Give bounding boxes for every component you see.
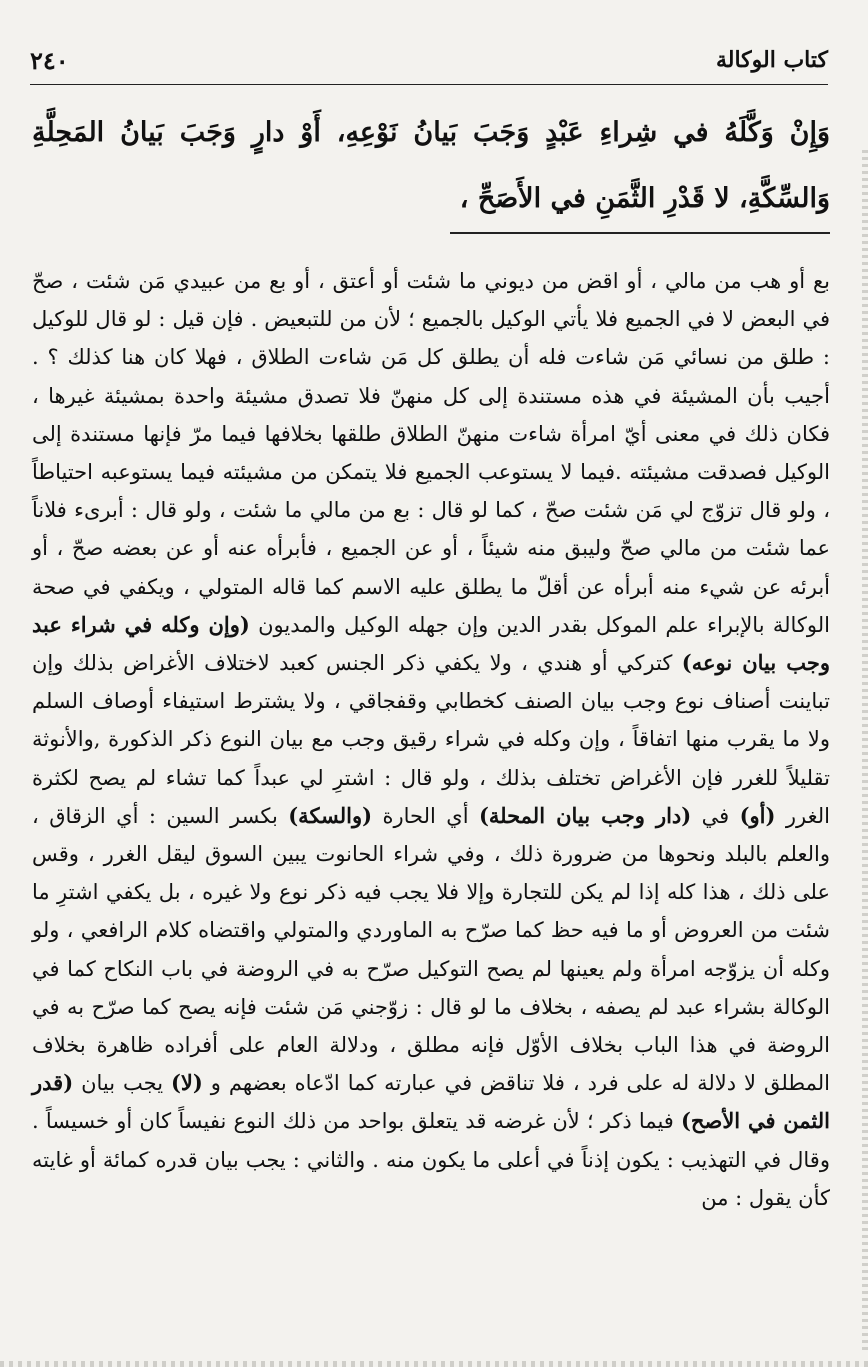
page-edge-right (862, 150, 868, 1350)
header-rule (30, 84, 828, 85)
quoted-matn-segment: (أو) (739, 802, 776, 828)
sharh-segment: فيما ذكر ؛ لأن غرضه قد يتعلق بواحد من ذلك النوع نفيساً كان أو خسيساً . وقال في التهذيب : يكون إذناً في أعلى ما يكون منه . والثاني : يجب بيان قدره كمائة أو غايته كأن يقول : من (32, 1109, 830, 1210)
page-number: ٢٤٠ (30, 45, 69, 75)
sharh-segment: أي الحارة (372, 803, 479, 828)
quoted-matn-segment: (والسكة) (288, 802, 373, 828)
sharh-segment: في (691, 803, 740, 828)
quoted-matn-segment: (لا) (170, 1070, 203, 1096)
quoted-matn-segment: (وإن وكله في شراء عبد وجب بيان نوعه) (32, 611, 830, 676)
sharh-segment: بع أو هب من مالي ، أو اقض من ديوني ما شئت أو أعتق ، أو بع من عبيدي مَن شئت ، صحّ في البعض لا في الجميع فلا يأتي الوكيل بالجميع ؛ لأن من للتبعيض . فإن قيل : لو قال للوكيل : طلق من نسائي مَن شاءت فله أن يطلق كل مَن شاءت الطلاق ، فهلا كان هنا كذلك ؟ . أجيب بأن المشيئة في هذه مستندة إلى كل منهنّ فلا تصدق مشيئة واحدة بمشيئة غيرها ، فكان ذلك في معنى أيّ امرأة شاءت منهنّ الطلاق طلقها بخلافها فيما مرّ فإنها مستندة إلى الوكيل فصدقت مشيئته .فيما لا يستوعب الجميع فلا يتمكن من مشيئته فيما يستوعبه احتياطاً ، ولو قال تزوّج لي مَن شئت صحّ ، كما لو قال : بع من مالي ما شئت ، ولو قال : أبرىء فلاناً عما شئت من مالي صحّ وليبق منه شيئاً ، أو عن الجميع ، فأبرأه عنه أو عن بعضه صحّ ، أو أبرئه عن شيء منه أبرأه عن أقلّ ما يطلق عليه الاسم كما قاله المتولي ، ويكفي في صحة الوكالة بالإبراء علم الموكل بقدر الدين وإن جهله الوكيل والمديون (32, 269, 831, 637)
sharh-segment: بكسر السين : أي الزقاق ، والعلم بالبلد ونحوها من ضرورة ذلك ، وفي شراء الحانوت يبين السوق ليقل الغرر ، وقس على ذلك ، هذا كله إذا لم يكن للتجارة وإلا فلا يجب فيه ذكر نوع ولا غيره ، بل يكفي اشترِ ما شئت من العروض أو ما فيه حظ كما صرّح به الماوردي والمتولي واقتضاه كلام الرافعي ، ولو وكله أن يزوّجه امرأة ولم يعينها لم يصح التوكيل صرّح به في الروضة في باب النكاح كما في الوكالة بشراء عبد لم يصفه ، بخلاف ما لو قال : زوّجني مَن شئت فإنه يصح كما صرّح به في الروضة في هذا الباب بخلاف الأوّل فإنه مطلق ، ودلالة العام على أفراده ظاهرة بخلاف المطلق لا دلالة له على فرد ، فلا تناقض في عبارته كما ادّعاه بعضهم و (32, 803, 830, 1096)
page-header (30, 40, 828, 80)
quoted-matn-segment: (قدر الثمن في الأصح) (32, 1070, 830, 1134)
matn-text: وَإِنْ وَكَّلَهُ في شِراءِ عَبْدٍ وَجَبَ بَيانُ نَوْعِهِ، أَوْ دارٍ وَجَبَ بَيانُ المَحِلَّةِ وَالسِّكَّةِ، لا قَدْرِ الثَّمَنِ في الأَصَحِّ ، (32, 117, 830, 214)
text-separator (450, 232, 830, 234)
sharh-segment: كتركي أو هندي ، ولا يكفي ذكر الجنس كعبد لاختلاف الأغراض بذلك وإن تباينت أصناف نوع وجب بيان الصنف كخطابي وقفجاقي ، ولا يشترط استيفاء أوصاف السلم ولا ما يقرب منها اتفاقاً ، وإن وكله في شراء رقيق وجب مع بيان النوع ذكر الذكورة ,والأنوثة تقليلاً للغرر فإن الأغراض تختلف بذلك ، ولو قال : اشترِ لي عبداً كما تشاء لم يصح لكثرة الغرر (32, 651, 830, 828)
sharh-segment: يجب بيان (73, 1071, 171, 1096)
sharh-text (32, 262, 830, 1217)
page-edge-bottom (0, 1361, 868, 1367)
quoted-matn-segment: (دار وجب بيان المحلة) (478, 802, 692, 828)
book-title: كتاب الوكالة (715, 47, 828, 73)
